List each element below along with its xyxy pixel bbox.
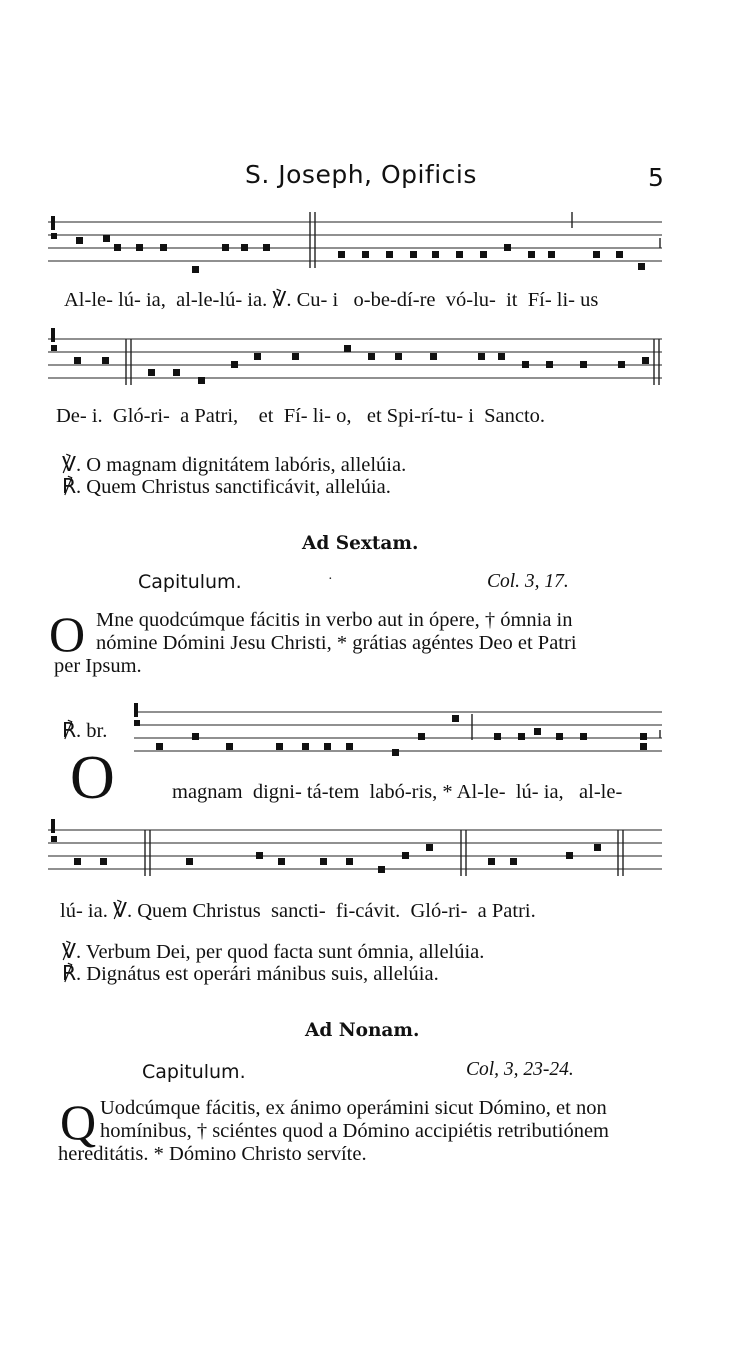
neume-note xyxy=(241,244,248,251)
neume-note xyxy=(186,858,193,865)
responsory-initial: O xyxy=(70,744,115,812)
neume-note xyxy=(276,743,283,750)
neume-note xyxy=(114,244,121,251)
neume-note xyxy=(103,235,110,242)
neume-note xyxy=(640,733,647,740)
capitulum-text-line-2: nómine Dómini Jesu Christi, * grátias agéntes Deo et Patri xyxy=(96,632,577,654)
neume-note xyxy=(594,844,601,851)
neume-note xyxy=(580,361,587,368)
neume-note xyxy=(338,251,345,258)
response-line-2 xyxy=(62,961,439,986)
neume-note xyxy=(192,733,199,740)
neume-note xyxy=(156,743,163,750)
chant-staff-3 xyxy=(134,700,664,780)
capitulum-text-line-2: homínibus, † sciéntes quod a Dómino accipiétis retributiónem xyxy=(100,1120,609,1142)
neume-note xyxy=(368,353,375,360)
neume-note xyxy=(616,251,623,258)
section-title-none: Ad Nonam. xyxy=(305,1020,420,1041)
neume-note xyxy=(278,858,285,865)
neume-note xyxy=(226,743,233,750)
responsory-lyrics-line-1: magnam digni- tá-tem labó-ris, * Al-le- lú- ia, al-le- xyxy=(172,781,623,803)
neume-note xyxy=(173,369,180,376)
neume-note xyxy=(418,733,425,740)
neume-note xyxy=(642,357,649,364)
neume-note xyxy=(395,353,402,360)
capitulum-text-line-3: hereditátis. * Dómino Christo servíte. xyxy=(58,1143,367,1165)
neume-note xyxy=(102,357,109,364)
capitulum-label: Capitulum. xyxy=(138,571,242,593)
neume-note xyxy=(222,244,229,251)
neume-note xyxy=(100,858,107,865)
neume-note xyxy=(362,251,369,258)
neume-note xyxy=(566,852,573,859)
neume-note xyxy=(498,353,505,360)
neume-note xyxy=(640,743,647,750)
neume-note xyxy=(344,345,351,352)
neume-note xyxy=(192,266,199,273)
neume-note xyxy=(74,357,81,364)
neume-note xyxy=(198,377,205,384)
neume-note xyxy=(488,858,495,865)
neume-note xyxy=(534,728,541,735)
capitulum-dot: · xyxy=(328,572,333,587)
neume-note xyxy=(494,733,501,740)
versicle-symbol: ℣. xyxy=(62,454,82,476)
neume-note xyxy=(386,251,393,258)
page-number: 5 xyxy=(648,163,664,192)
neume-note xyxy=(302,743,309,750)
neume-note xyxy=(254,353,261,360)
neume-note xyxy=(160,244,167,251)
neume-note xyxy=(580,733,587,740)
neume-note xyxy=(292,353,299,360)
versicle-text: Verbum Dei, per quod facta sunt ómnia, allelúia. xyxy=(85,941,485,963)
versicle-text: O magnam dignitátem labóris, allelúia. xyxy=(86,454,407,476)
neume-note xyxy=(432,251,439,258)
response-line xyxy=(62,474,391,499)
neume-note xyxy=(546,361,553,368)
neume-note xyxy=(231,361,238,368)
response-symbol: ℟. xyxy=(62,963,82,985)
capitulum-reference-2: Col, 3, 23-24. xyxy=(466,1059,574,1080)
neume-note xyxy=(346,858,353,865)
drop-cap-initial-2: Q xyxy=(60,1094,97,1150)
neume-note xyxy=(136,244,143,251)
neume-note xyxy=(618,361,625,368)
neume-note xyxy=(263,244,270,251)
chant-lyrics-line-1: Al-le- lú- ia, al-le-lú- ia. ℣. Cu- i o-be-dí-re vó-lu- it Fí- li- us xyxy=(64,289,599,311)
neume-note xyxy=(320,858,327,865)
neume-note xyxy=(324,743,331,750)
chant-staff-1 xyxy=(48,208,664,288)
neume-note xyxy=(478,353,485,360)
neume-note xyxy=(480,251,487,258)
responsory-label: ℟. br. xyxy=(62,720,108,742)
neume-note xyxy=(593,251,600,258)
neume-note xyxy=(256,852,263,859)
response-symbol: ℟. xyxy=(62,476,82,498)
neume-note xyxy=(402,852,409,859)
page-title: S. Joseph, Opificis xyxy=(245,160,477,189)
neume-note xyxy=(638,263,645,270)
neume-note xyxy=(346,743,353,750)
capitulum-text-line-1: Uodcúmque fácitis, ex ánimo operámini sicut Dómino, et non xyxy=(100,1097,607,1119)
neume-note xyxy=(504,244,511,251)
neume-note xyxy=(510,858,517,865)
neume-note xyxy=(430,353,437,360)
response-text: Quem Christus sanctificávit, allelúia. xyxy=(86,476,391,498)
neume-note xyxy=(378,866,385,873)
neume-note xyxy=(522,361,529,368)
neume-note xyxy=(76,237,83,244)
response-text: Dignátus est operári mánibus suis, allelúia. xyxy=(86,963,439,985)
chant-lyrics-line-2: De- i. Gló-ri- a Patri, et Fí- li- o, et Spi-rí-tu- i Sancto. xyxy=(56,405,546,427)
section-title-sext: Ad Sextam. xyxy=(302,533,419,554)
versicle-symbol: ℣. xyxy=(62,941,82,963)
capitulum-label-2: Capitulum. xyxy=(142,1061,246,1083)
neume-note xyxy=(456,251,463,258)
neume-note xyxy=(74,858,81,865)
neume-note xyxy=(426,844,433,851)
neume-note xyxy=(548,251,555,258)
neume-note xyxy=(452,715,459,722)
responsory-lyrics-line-2: lú- ia. ℣. Quem Christus sancti- fi-cávit. Gló-ri- a Patri. xyxy=(60,900,536,922)
neume-note xyxy=(528,251,535,258)
c-clef-icon xyxy=(51,216,55,230)
neume-note xyxy=(518,733,525,740)
chant-staff-4 xyxy=(48,816,664,896)
neume-note xyxy=(392,749,399,756)
neume-note xyxy=(410,251,417,258)
capitulum-text-line-1: Mne quodcúmque fácitis in verbo aut in ópere, † ómnia in xyxy=(96,609,573,631)
drop-cap-initial: O xyxy=(49,606,86,662)
capitulum-text-line-3: per Ipsum. xyxy=(54,655,142,677)
neume-note xyxy=(148,369,155,376)
chant-staff-2 xyxy=(48,325,664,405)
neume-note xyxy=(556,733,563,740)
capitulum-reference: Col. 3, 17. xyxy=(487,571,569,592)
